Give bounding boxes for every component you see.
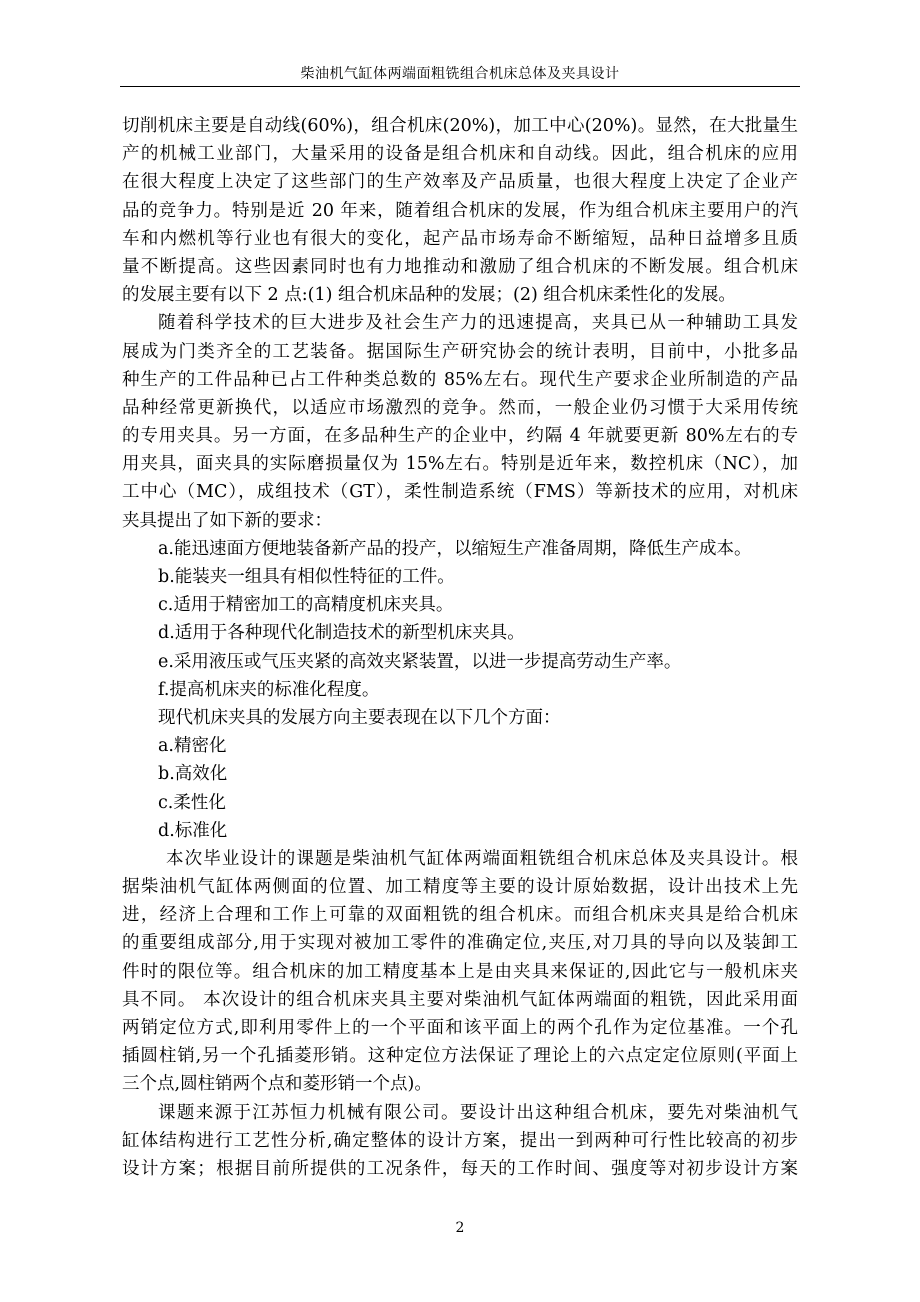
text-line: 课题来源于江苏恒力机械有限公司。要设计出这种组合机床，要先对柴油机气 — [158, 1102, 798, 1123]
text-line: 具不同。 本次设计的组合机床夹具主要对柴油机气缸体两端面的粗铣，因此采用面 — [122, 989, 798, 1010]
list-item: d.适用于各种现代化制造技术的新型机床夹具。 — [158, 623, 525, 644]
text-line: 缸体结构进行工艺性分析,确定整体的设计方案，提出一到两种可行性比较高的初步 — [122, 1130, 798, 1151]
text-line: 切削机床主要是自动线(60%)，组合机床(20%)，加工中心(20%)。显然，在大批量生 — [122, 116, 798, 136]
list-item: b.高效化 — [158, 764, 228, 785]
list-item: c.适用于精密加工的高精度机床夹具。 — [158, 595, 454, 616]
text-line: 工中心（MC），成组技术（GT），柔性制造系统（FMS）等新技术的应用，对机床 — [122, 482, 798, 503]
list-item: e.采用液压或气压夹紧的高效夹紧装置，以进一步提高劳动生产率。 — [158, 651, 682, 672]
list-item: d.标准化 — [158, 820, 228, 841]
text-line: 在很大程度上决定了这些部门的生产效率及产品质量，也很大程度上决定了企业产 — [122, 172, 798, 193]
list-item: b.能装夹一组具有相似性特征的工件。 — [158, 567, 455, 587]
text-line: 的发展主要有以下 2 点:(1) 组合机床品种的发展；(2) 组合机床柔性化的发展。 — [122, 285, 736, 306]
text-line: 展成为门类齐全的工艺装备。据国际生产研究协会的统计表明，目前中，小批多品 — [122, 341, 798, 362]
paragraph-5 — [122, 1099, 798, 1184]
text-line: 量不断提高。这些因素同时也有力地推动和激励了组合机床的不断发展。组合机床 — [122, 256, 798, 277]
list-item: 现代机床夹具的发展方向主要表现在以下几个方面： — [158, 707, 561, 728]
page-body — [122, 112, 798, 1183]
paragraph-2 — [122, 309, 798, 535]
list-item: a.能迅速面方便地装备新产品的投产，以缩短生产准备周期，降低生产成本。 — [158, 538, 752, 559]
text-line: 用夹具，面夹具的实际磨损量仅为 15%左右。特别是近年来，数控机床（NC），加 — [122, 454, 798, 475]
text-line: 的重要组成部分,用于实现对被加工零件的准确定位,夹压,对刀具的导向以及装卸工 — [122, 933, 798, 954]
paragraph-4 — [122, 845, 798, 1099]
requirements-list — [122, 535, 798, 845]
text-line: 进，经济上合理和工作上可靠的双面粗铣的组合机床。而组合机床夹具是给合机床 — [122, 905, 798, 926]
text-line: 品的竞争力。特别是近 20 年来，随着组合机床的发展，作为组合机床主要用户的汽 — [122, 200, 798, 221]
text-line: 随着科学技术的巨大进步及社会生产力的迅速提高，夹具已从一种辅助工具发 — [158, 313, 798, 334]
page-number: 2 — [455, 1220, 465, 1236]
text-line: 夹具提出了如下新的要求： — [122, 510, 332, 531]
text-line: 本次毕业设计的课题是柴油机气缸体两端面粗铣组合机床总体及夹具设计。根 — [166, 848, 798, 869]
text-line: 三个点,圆柱销两个点和菱形销一个点)。 — [122, 1074, 432, 1095]
text-line: 品种经常更新换代，以适应市场激烈的竞争。然而，一般企业仍习惯于大采用传统 — [122, 397, 798, 418]
list-item: a.精密化 — [158, 736, 227, 757]
text-line: 产的机械工业部门，大量采用的设备是组合机床和自动线。因此，组合机床的应用 — [122, 144, 798, 165]
text-line: 种生产的工件品种已占工件种类总数的 85%左右。现代生产要求企业所制造的产品 — [122, 369, 798, 390]
list-item: c.柔性化 — [158, 792, 226, 813]
text-line: 插圆柱销,另一个孔插菱形销。这种定位方法保证了理论上的六点定定位原则(平面上 — [122, 1046, 798, 1067]
list-item: f.提高机床夹的标准化程度。 — [158, 679, 380, 700]
text-line: 的专用夹具。另一方面，在多品种生产的企业中，约隔 4 年就要更新 80%左右的专 — [122, 426, 798, 447]
text-line: 件时的限位等。组合机床的加工精度基本上是由夹具来保证的,因此它与一般机床夹 — [122, 961, 798, 982]
text-line: 设计方案；根据目前所提供的工况条件，每天的工作时间、强度等对初步设计方案 — [122, 1158, 798, 1179]
header-rule — [120, 86, 800, 87]
paragraph-1 — [122, 112, 798, 309]
text-line: 两销定位方式,即利用零件上的一个平面和该平面上的两个孔作为定位基准。一个孔 — [122, 1018, 798, 1038]
text-line: 车和内燃机等行业也有很大的变化，起产品市场寿命不断缩短，品种日益增多且质 — [122, 228, 798, 249]
text-line: 据柴油机气缸体两侧面的位置、加工精度等主要的设计原始数据，设计出技术上先 — [122, 877, 798, 898]
running-header: 柴油机气缸体两端面粗铣组合机床总体及夹具设计 — [300, 66, 620, 82]
